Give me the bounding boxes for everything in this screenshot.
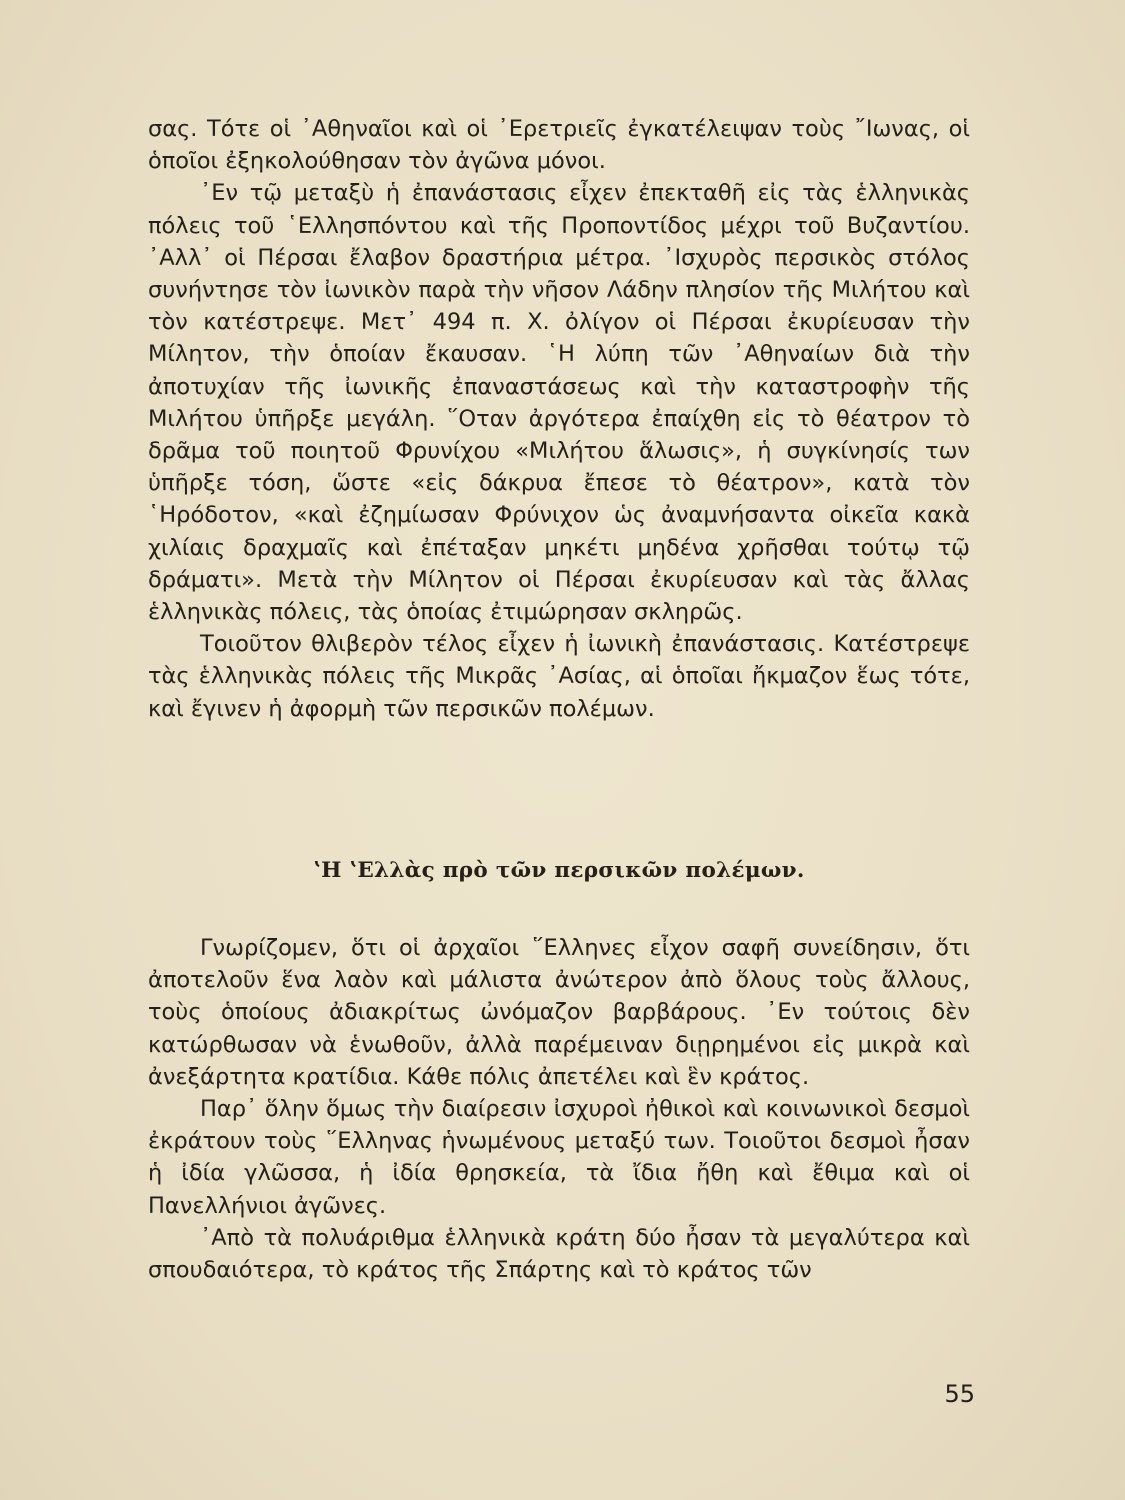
section-heading: ʽΗ ʽΕλλὰς πρὸ τῶν περσικῶν πολέμων. (313, 858, 805, 883)
page-number: 55 (944, 1380, 975, 1408)
paragraph: ᾿Εν τῷ μεταξὺ ἡ ἐπανάστασις εἶχεν ἐπεκταθῆ εἰς τὰς ἑλληνικὰς πόλεις τοῦ ῾Ελλησπόντου καὶ τῆς Προποντίδος μέχρι τοῦ Βυζαντίου. ᾿Αλλ᾿ οἱ Πέρσαι ἔλαβον δραστήρια μέτρα. ᾿Ισχυρὸς περσικὸς στόλος συνήντησε τὸν ἰωνικὸν παρὰ τὴν νῆσον Λάδην πλησίον τῆς Μιλήτου καὶ τὸν κατέστρεψε. Μετ᾿ 494 π. Χ. ὀλίγον οἱ Πέρσαι ἐκυρίευσαν τὴν Μίλητον, τὴν ὁποίαν ἔκαυσαν. ῾Η λύπη τῶν ᾿Αθηναίων διὰ τὴν ἀποτυχίαν τῆς ἰωνικῆς ἐπαναστάσεως καὶ τὴν καταστροφὴν τῆς Μιλήτου ὑπῆρξε μεγάλη. ῞Οταν ἀργότερα ἐπαίχθη εἰς τὸ θέατρον τὸ δρᾶμα τοῦ ποιητοῦ Φρυνίχου «Μιλήτου ἅλωσις», ἡ συγκίνησίς των ὑπῆρξε τόση, ὥστε «εἰς δάκρυα ἔπεσε τὸ θέατρον», κατὰ τὸν ῾Ηρόδοτον, «καὶ ἐζημίωσαν Φρύνιχον ὡς ἀναμνήσαντα οἰκεῖα κακὰ χιλίαις δραχμαῖς καὶ ἐπέταξαν μηκέτι μηδένα χρῆσθαι τούτῳ τῷ δράματι». Μετὰ τὴν Μίλητον οἱ Πέρσαι ἐκυρίευσαν καὶ τὰς ἄλλας ἑλληνικὰς πόλεις, τὰς ὁποίας ἐτιμώρησαν σκληρῶς. (148, 180, 970, 626)
body-text-bottom (148, 932, 970, 1286)
body-text-top (148, 113, 970, 725)
paragraph: ᾿Απὸ τὰ πολυάριθμα ἑλληνικὰ κράτη δύο ἦσαν τὰ μεγαλύτερα καὶ σπουδαιότερα, τὸ κράτος τῆς Σπάρτης καὶ τὸ κράτος τῶν (148, 1224, 970, 1284)
paragraph: σας. Τότε οἱ ᾿Αθηναῖοι καὶ οἱ ᾿Ερετριεῖς ἐγκατέλειψαν τοὺς ῎Ιωνας, οἱ ὁποῖοι ἐξηκολούθησαν τὸν ἀγῶνα μόνοι. (148, 116, 970, 175)
paragraph: Παρ᾿ ὅλην ὅμως τὴν διαίρεσιν ἰσχυροὶ ἠθικοὶ καὶ κοινωνικοὶ δεσμοὶ ἐκράτουν τοὺς ῞Ελληνας ἡνωμένους μεταξύ των. Τοιοῦτοι δεσμοὶ ἦσαν ἡ ἰδία γλῶσσα, ἡ ἰδία θρησκεία, τὰ ἴδια ἤθη καὶ ἔθιμα καὶ οἱ Πανελλήνιοι ἀγῶνες. (148, 1096, 970, 1219)
paragraph: Γνωρίζομεν, ὅτι οἱ ἀρχαῖοι ῞Ελληνες εἶχον σαφῆ συνείδησιν, ὅτι ἀποτελοῦν ἕνα λαὸν καὶ μάλιστα ἀνώτερον ἀπὸ ὅλους τοὺς ἄλλους, τοὺς ὁποίους ἀδιακρίτως ὠνόμαζον βαρβάρους. ᾿Εν τούτοις δὲν κατώρθωσαν νὰ ἑνωθοῦν, ἀλλὰ παρέμειναν διῃρημένοι εἰς μικρὰ καὶ ἀνεξάρτητα κρατίδια. Κάθε πόλις ἀπετέλει καὶ ἓν κράτος. (148, 935, 970, 1090)
paragraph: Τοιοῦτον θλιβερὸν τέλος εἶχεν ἡ ἰωνικὴ ἐπανάστασις. Κατέστρεψε τὰς ἑλληνικὰς πόλεις τῆς Μικρᾶς ᾿Ασίας, αἱ ὁποῖαι ἤκμαζον ἕως τότε, καὶ ἔγινεν ἡ ἀφορμὴ τῶν περσικῶν πολέμων. (148, 631, 970, 722)
